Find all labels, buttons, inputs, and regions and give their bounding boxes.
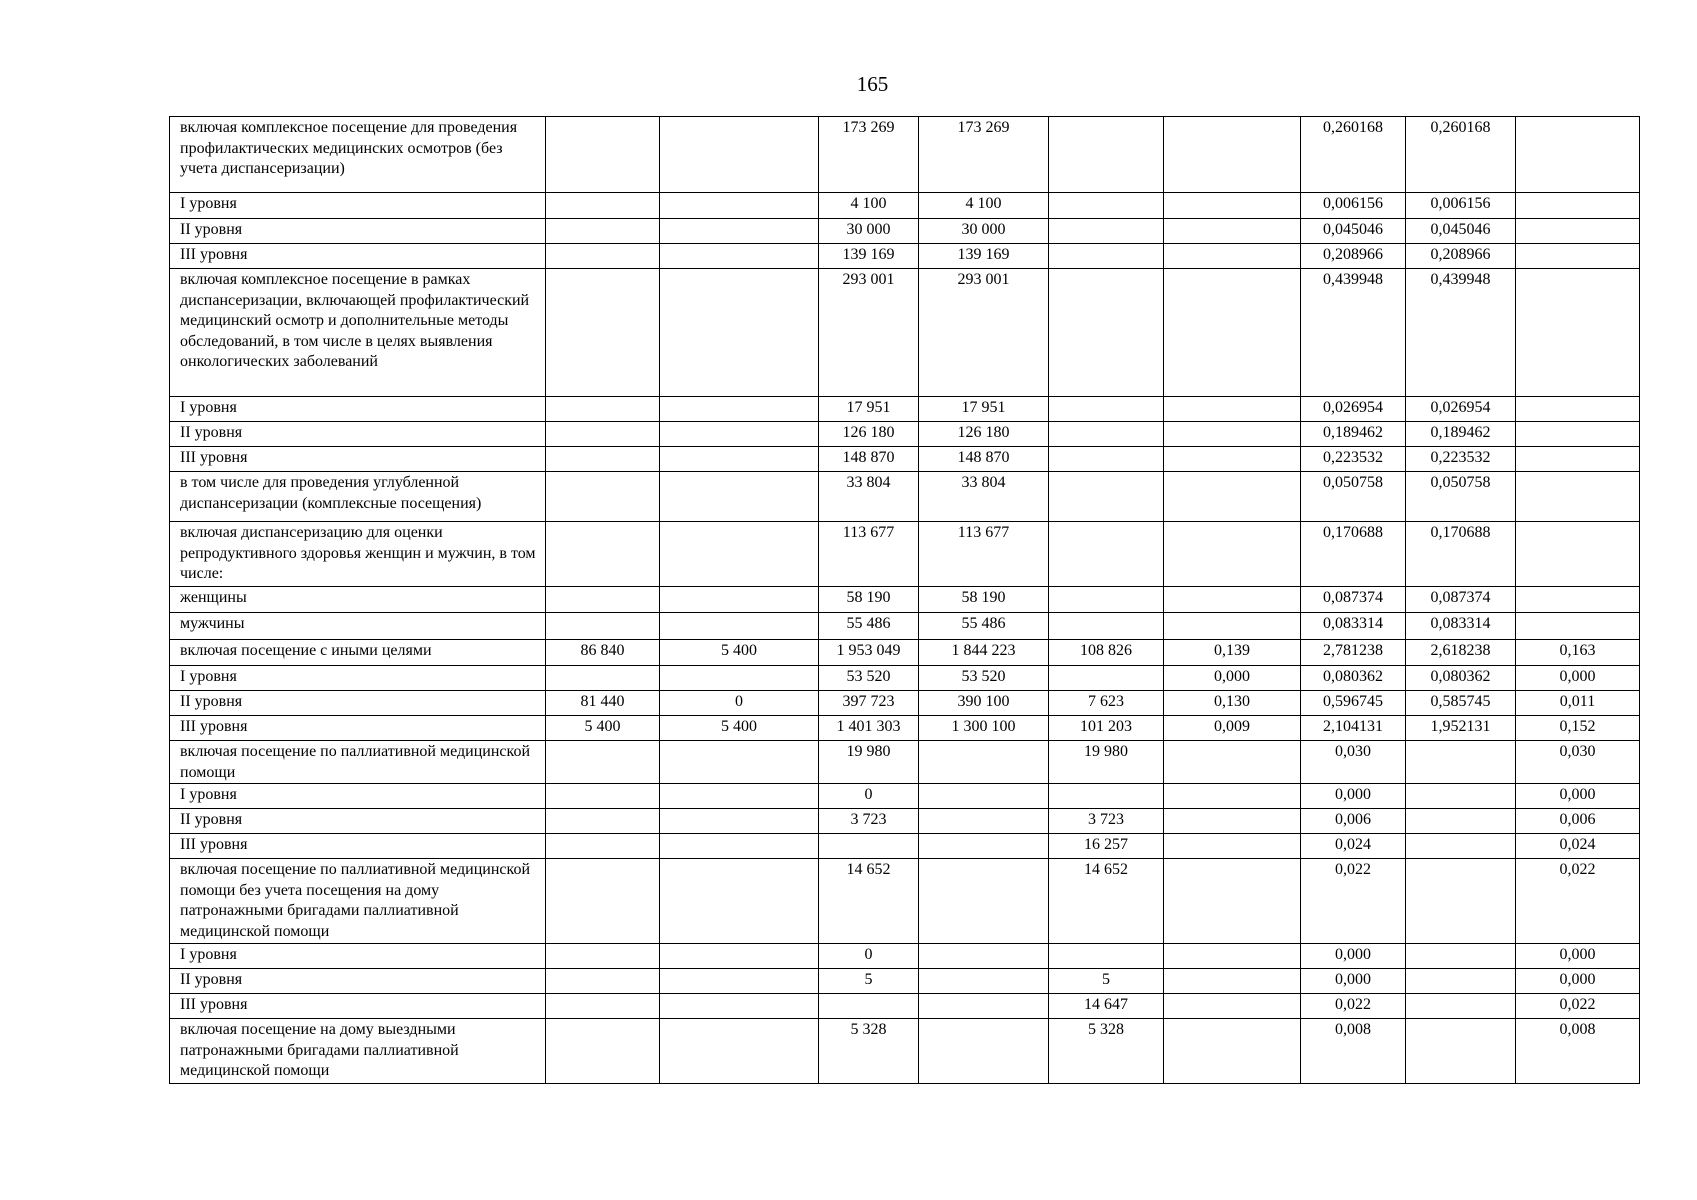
table-cell: 2,618238 <box>1406 640 1516 666</box>
table-cell: 3 723 <box>1049 809 1164 834</box>
table-cell: 173 269 <box>919 117 1049 193</box>
table-row <box>170 269 1640 397</box>
table-cell <box>1164 809 1301 834</box>
row-label: включая комплексное посещение в рамках диспансеризации, включающей профилактический медицинский осмотр и дополнительные методы обследований, в том числе в целях выявления онкологических заболеваний <box>170 269 546 397</box>
table-cell: 148 870 <box>819 447 919 472</box>
table-cell: 0,223532 <box>1406 447 1516 472</box>
table-row <box>170 1019 1640 1084</box>
table-cell <box>1406 784 1516 809</box>
table-cell <box>546 193 660 219</box>
table-cell: 139 169 <box>819 244 919 269</box>
table-cell <box>546 859 660 944</box>
table-cell: 19 980 <box>819 741 919 784</box>
table-cell <box>919 741 1049 784</box>
table-cell: 0,000 <box>1516 944 1640 969</box>
table-cell: 0,008 <box>1516 1019 1640 1084</box>
table-cell: 0,006 <box>1516 809 1640 834</box>
table-cell: 0,011 <box>1516 691 1640 716</box>
table-cell <box>1406 1019 1516 1084</box>
table-cell: 1 300 100 <box>919 716 1049 741</box>
table-row <box>170 691 1640 716</box>
table-cell <box>1049 522 1164 587</box>
row-label: II уровня <box>170 809 546 834</box>
table-cell <box>546 244 660 269</box>
table-cell: 55 486 <box>819 613 919 640</box>
table-cell <box>1164 522 1301 587</box>
table-cell: 0,170688 <box>1301 522 1406 587</box>
table-body <box>170 117 1640 1084</box>
table-cell <box>1164 447 1301 472</box>
table-cell <box>660 422 819 447</box>
table-cell: 0,585745 <box>1406 691 1516 716</box>
table-cell: 113 677 <box>819 522 919 587</box>
table-cell: 2,104131 <box>1301 716 1406 741</box>
table-row <box>170 397 1640 422</box>
table-cell <box>919 969 1049 994</box>
table-cell: 0,080362 <box>1301 666 1406 691</box>
table-cell <box>1049 219 1164 244</box>
table-row <box>170 613 1640 640</box>
table-cell: 113 677 <box>919 522 1049 587</box>
table-row <box>170 994 1640 1019</box>
table-cell <box>660 944 819 969</box>
row-label: включая посещение по паллиативной медицинской помощи <box>170 741 546 784</box>
table-cell: 0,000 <box>1301 969 1406 994</box>
row-label: I уровня <box>170 784 546 809</box>
table-cell <box>546 522 660 587</box>
row-label: мужчины <box>170 613 546 640</box>
table-row <box>170 716 1640 741</box>
row-label: II уровня <box>170 691 546 716</box>
table-cell: 0,000 <box>1301 944 1406 969</box>
table-cell <box>546 219 660 244</box>
table-cell: 0,139 <box>1164 640 1301 666</box>
table-cell <box>546 809 660 834</box>
table-cell: 0,260168 <box>1301 117 1406 193</box>
table-cell: 0,439948 <box>1301 269 1406 397</box>
table-cell: 0,208966 <box>1301 244 1406 269</box>
table-cell: 86 840 <box>546 640 660 666</box>
table-cell <box>1516 219 1640 244</box>
row-label: II уровня <box>170 969 546 994</box>
table-cell: 4 100 <box>919 193 1049 219</box>
table-cell <box>1049 397 1164 422</box>
table-cell: 0,000 <box>1516 784 1640 809</box>
table-row <box>170 193 1640 219</box>
table-cell <box>660 269 819 397</box>
table-cell: 58 190 <box>919 587 1049 613</box>
table-cell <box>1516 244 1640 269</box>
table-cell <box>546 969 660 994</box>
table-cell: 101 203 <box>1049 716 1164 741</box>
table-cell: 0,006156 <box>1301 193 1406 219</box>
table-row <box>170 944 1640 969</box>
table-cell: 0,130 <box>1164 691 1301 716</box>
table-cell <box>919 834 1049 859</box>
table-row <box>170 522 1640 587</box>
table-cell <box>919 1019 1049 1084</box>
table-cell <box>1164 117 1301 193</box>
table-cell: 397 723 <box>819 691 919 716</box>
table-cell <box>546 422 660 447</box>
table-cell <box>1164 944 1301 969</box>
table-row <box>170 834 1640 859</box>
table-row <box>170 640 1640 666</box>
table-row <box>170 447 1640 472</box>
table-cell <box>660 809 819 834</box>
table-cell <box>1164 193 1301 219</box>
table-cell <box>1516 447 1640 472</box>
table-cell: 7 623 <box>1049 691 1164 716</box>
table-row <box>170 117 1640 193</box>
table-cell <box>660 784 819 809</box>
row-label: женщины <box>170 587 546 613</box>
table-cell <box>919 994 1049 1019</box>
table-row <box>170 472 1640 522</box>
table-cell: 30 000 <box>919 219 1049 244</box>
table-cell <box>1406 944 1516 969</box>
table-cell <box>1049 784 1164 809</box>
table-cell: 0,045046 <box>1406 219 1516 244</box>
row-label: II уровня <box>170 422 546 447</box>
row-label: III уровня <box>170 447 546 472</box>
table-cell: 16 257 <box>1049 834 1164 859</box>
table-cell: 0,030 <box>1301 741 1406 784</box>
table-cell: 17 951 <box>919 397 1049 422</box>
row-label: I уровня <box>170 397 546 422</box>
table-cell: 0,189462 <box>1406 422 1516 447</box>
table-cell <box>919 944 1049 969</box>
table-cell <box>546 269 660 397</box>
table-cell <box>1164 587 1301 613</box>
table-cell <box>546 472 660 522</box>
table-cell <box>819 994 919 1019</box>
table-cell <box>1049 613 1164 640</box>
table-cell: 0,170688 <box>1406 522 1516 587</box>
row-label: I уровня <box>170 944 546 969</box>
table-cell <box>660 244 819 269</box>
table-cell <box>660 397 819 422</box>
table-cell: 3 723 <box>819 809 919 834</box>
table-cell: 2,781238 <box>1301 640 1406 666</box>
row-label: I уровня <box>170 193 546 219</box>
table-cell <box>1516 117 1640 193</box>
table-cell <box>546 994 660 1019</box>
page-number: 165 <box>856 72 889 96</box>
table-cell: 173 269 <box>819 117 919 193</box>
table-cell <box>1164 472 1301 522</box>
table-cell <box>660 613 819 640</box>
table-cell: 0,000 <box>1516 666 1640 691</box>
table-cell <box>660 666 819 691</box>
table-cell <box>660 969 819 994</box>
table-cell <box>1406 834 1516 859</box>
table-cell: 0 <box>819 784 919 809</box>
table-cell: 5 <box>1049 969 1164 994</box>
table-cell: 0,006156 <box>1406 193 1516 219</box>
table-cell: 33 804 <box>919 472 1049 522</box>
table-cell: 0,024 <box>1516 834 1640 859</box>
table-cell: 0,000 <box>1301 784 1406 809</box>
row-label: включая комплексное посещение для проведения профилактических медицинских осмотров (без учета диспансеризации) <box>170 117 546 193</box>
table-cell: 0 <box>819 944 919 969</box>
table-cell <box>660 587 819 613</box>
table-cell: 1 953 049 <box>819 640 919 666</box>
table-cell: 0,045046 <box>1301 219 1406 244</box>
table-cell <box>1164 1019 1301 1084</box>
table-cell: 0,008 <box>1301 1019 1406 1084</box>
table-cell <box>1406 969 1516 994</box>
table-cell: 0,080362 <box>1406 666 1516 691</box>
table-cell <box>1516 613 1640 640</box>
table-cell: 53 520 <box>819 666 919 691</box>
table-cell: 0,026954 <box>1301 397 1406 422</box>
table-cell <box>1049 422 1164 447</box>
table-cell: 0,083314 <box>1301 613 1406 640</box>
table-cell <box>819 834 919 859</box>
table-cell: 0,026954 <box>1406 397 1516 422</box>
table-cell: 0,596745 <box>1301 691 1406 716</box>
table-row <box>170 741 1640 784</box>
table-row <box>170 219 1640 244</box>
table-cell: 5 <box>819 969 919 994</box>
table-cell: 1 844 223 <box>919 640 1049 666</box>
table-row <box>170 859 1640 944</box>
table-cell: 14 647 <box>1049 994 1164 1019</box>
table-cell <box>1164 969 1301 994</box>
table-cell: 5 400 <box>546 716 660 741</box>
table-cell: 0,024 <box>1301 834 1406 859</box>
table-cell: 53 520 <box>919 666 1049 691</box>
table-cell <box>1164 834 1301 859</box>
table-cell: 0,439948 <box>1406 269 1516 397</box>
table-cell: 14 652 <box>1049 859 1164 944</box>
table-cell <box>546 666 660 691</box>
table-cell <box>1049 193 1164 219</box>
table-cell <box>546 741 660 784</box>
table-cell: 0,022 <box>1301 859 1406 944</box>
row-label: III уровня <box>170 834 546 859</box>
table-cell <box>1516 397 1640 422</box>
table-cell <box>660 994 819 1019</box>
table-cell: 0,087374 <box>1301 587 1406 613</box>
table-cell <box>1406 859 1516 944</box>
table-cell: 30 000 <box>819 219 919 244</box>
table-cell <box>1164 859 1301 944</box>
table-cell <box>546 784 660 809</box>
data-table <box>169 116 1640 1084</box>
table-row <box>170 422 1640 447</box>
table-cell <box>660 859 819 944</box>
table-cell: 0,083314 <box>1406 613 1516 640</box>
table-cell: 390 100 <box>919 691 1049 716</box>
table-cell <box>546 613 660 640</box>
table-cell <box>1406 741 1516 784</box>
table-cell: 0,208966 <box>1406 244 1516 269</box>
table-cell <box>1049 447 1164 472</box>
table-cell <box>1516 587 1640 613</box>
row-label: I уровня <box>170 666 546 691</box>
row-label: включая посещение по паллиативной медицинской помощи без учета посещения на дому патронажными бригадами паллиативной медицинской помощи <box>170 859 546 944</box>
table-cell <box>546 944 660 969</box>
table-cell <box>1164 613 1301 640</box>
row-label: включая посещение на дому выездными патронажными бригадами паллиативной медицинской помощи <box>170 1019 546 1084</box>
table-cell <box>1049 117 1164 193</box>
table-cell <box>1164 994 1301 1019</box>
table-cell <box>1164 741 1301 784</box>
table-cell <box>1049 244 1164 269</box>
table-cell: 19 980 <box>1049 741 1164 784</box>
table-cell: 0,030 <box>1516 741 1640 784</box>
table-cell: 293 001 <box>819 269 919 397</box>
table-cell <box>1164 244 1301 269</box>
table-cell <box>919 784 1049 809</box>
table-cell <box>1164 422 1301 447</box>
table-cell <box>546 397 660 422</box>
table-cell <box>546 117 660 193</box>
table-cell <box>660 193 819 219</box>
table-cell <box>660 522 819 587</box>
table-cell: 5 400 <box>660 716 819 741</box>
table-cell <box>660 219 819 244</box>
table-cell <box>660 447 819 472</box>
table-cell: 0,152 <box>1516 716 1640 741</box>
row-label: III уровня <box>170 994 546 1019</box>
table-cell: 108 826 <box>1049 640 1164 666</box>
table-cell: 1,952131 <box>1406 716 1516 741</box>
table-cell <box>1049 587 1164 613</box>
table-cell <box>1164 269 1301 397</box>
table-cell <box>1049 666 1164 691</box>
table-cell <box>546 1019 660 1084</box>
table-cell: 148 870 <box>919 447 1049 472</box>
table-row <box>170 244 1640 269</box>
table-cell: 0 <box>660 691 819 716</box>
table-cell: 33 804 <box>819 472 919 522</box>
table-cell <box>1406 809 1516 834</box>
table-cell <box>1049 269 1164 397</box>
table-cell <box>1516 269 1640 397</box>
table-cell <box>660 1019 819 1084</box>
table-cell <box>546 447 660 472</box>
table-cell <box>1049 944 1164 969</box>
table-cell <box>660 741 819 784</box>
table-cell <box>1164 784 1301 809</box>
table-row <box>170 666 1640 691</box>
table-cell: 5 328 <box>819 1019 919 1084</box>
table-row <box>170 587 1640 613</box>
row-label: в том числе для проведения углубленной диспансеризации (комплексные посещения) <box>170 472 546 522</box>
table-cell: 81 440 <box>546 691 660 716</box>
table-cell: 0,000 <box>1516 969 1640 994</box>
table-cell <box>660 117 819 193</box>
table-cell: 4 100 <box>819 193 919 219</box>
table-cell: 0,000 <box>1164 666 1301 691</box>
table-cell: 0,022 <box>1301 994 1406 1019</box>
table-cell <box>546 834 660 859</box>
table-cell: 0,189462 <box>1301 422 1406 447</box>
table-cell <box>919 809 1049 834</box>
table-cell <box>1516 522 1640 587</box>
table-row <box>170 809 1640 834</box>
table-cell: 0,223532 <box>1301 447 1406 472</box>
table-cell: 14 652 <box>819 859 919 944</box>
table-cell <box>1516 422 1640 447</box>
table-cell: 0,050758 <box>1406 472 1516 522</box>
table-cell <box>1516 193 1640 219</box>
table-cell: 0,022 <box>1516 994 1640 1019</box>
table-cell: 17 951 <box>819 397 919 422</box>
table-cell: 0,050758 <box>1301 472 1406 522</box>
table-cell: 126 180 <box>919 422 1049 447</box>
table-row <box>170 784 1640 809</box>
table-cell: 293 001 <box>919 269 1049 397</box>
table-cell: 0,006 <box>1301 809 1406 834</box>
table-cell <box>1049 472 1164 522</box>
table-cell: 5 328 <box>1049 1019 1164 1084</box>
table-cell: 0,009 <box>1164 716 1301 741</box>
table-cell <box>1516 472 1640 522</box>
table-cell: 0,163 <box>1516 640 1640 666</box>
table-cell: 0,022 <box>1516 859 1640 944</box>
table-cell <box>660 834 819 859</box>
row-label: включая посещение с иными целями <box>170 640 546 666</box>
table-cell: 126 180 <box>819 422 919 447</box>
table-cell <box>1164 219 1301 244</box>
table-cell: 5 400 <box>660 640 819 666</box>
table-cell: 139 169 <box>919 244 1049 269</box>
row-label: III уровня <box>170 244 546 269</box>
row-label: II уровня <box>170 219 546 244</box>
row-label: включая диспансеризацию для оценки репродуктивного здоровья женщин и мужчин, в том числе: <box>170 522 546 587</box>
table-cell <box>660 472 819 522</box>
table-cell <box>1406 994 1516 1019</box>
table-cell: 55 486 <box>919 613 1049 640</box>
table-cell: 58 190 <box>819 587 919 613</box>
table-cell <box>1164 397 1301 422</box>
table-cell: 1 401 303 <box>819 716 919 741</box>
row-label: III уровня <box>170 716 546 741</box>
table-row <box>170 969 1640 994</box>
table-cell: 0,260168 <box>1406 117 1516 193</box>
table-cell <box>919 859 1049 944</box>
table-cell: 0,087374 <box>1406 587 1516 613</box>
table-cell <box>546 587 660 613</box>
